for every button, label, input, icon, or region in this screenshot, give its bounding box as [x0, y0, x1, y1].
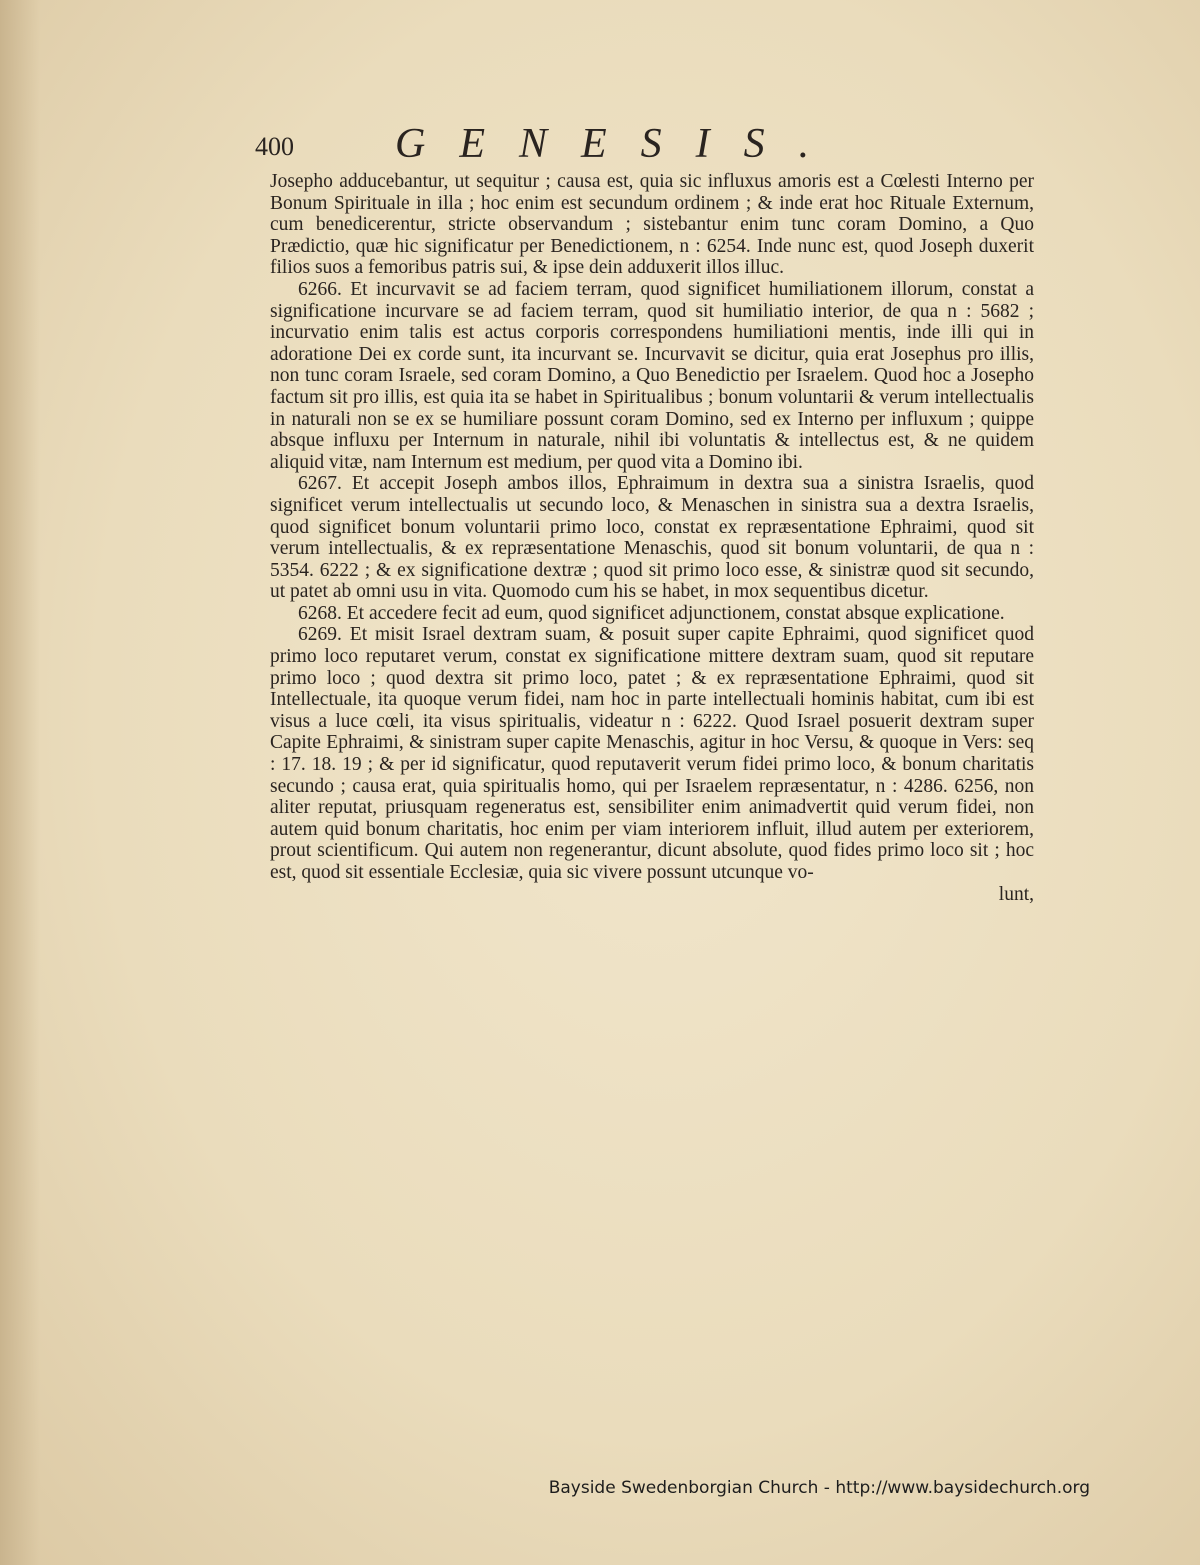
paragraph-6266: 6266. Et incurvavit se ad faciem terram, quod significet humiliationem illorum, constat a significatione incurvare se ad faciem terram, quod sit humiliatio interior, de qua n : 5682 ; incurvatio enim talis est actus corporis correspondens humiliationi mentis, inde illi qui in adoratione Dei ex corde sunt, ita incurvant se. Incurvavit se dicitur, quia erat Josephus pro illis, non tunc coram Israele, sed coram Domino, a Quo Benedictio per Israelem. Quod hoc a Josepho factum sit pro illis, est quia ita se habet in Spiritualibus ; bonum voluntarii & verum intellectualis in naturali non se ex se humiliare possunt coram Domino, sed ex Interno per influxum ; quippe absque influxu per Internum in naturale, nihil ibi voluntatis & intellectus est, & ne quidem aliquid vitæ, nam Internum est medium, per quod vita a Domino ibi.	[270, 278, 1034, 473]
running-head: GENESIS.	[395, 121, 844, 167]
page-header	[255, 120, 1035, 172]
footer-credit: Bayside Swedenborgian Church - http://www.baysidechurch.org	[548, 1478, 1090, 1498]
body-text	[270, 171, 1034, 905]
catchword: lunt,	[998, 883, 1034, 905]
paragraph-6267: 6267. Et accepit Joseph ambos illos, Ephraimum in dextra sua a sinistra Israelis, quod significet verum intellectualis ut secundo loco, & Menaschen in sinistra sua a dextra Israelis, quod significet bonum voluntarii primo loco, constat ex repræsentatione Ephraimi, quod sit verum intellectualis, & ex repræsentatione Menaschis, quod sit bonum voluntarii, de qua n : 5354. 6222 ; & ex significatione dextræ ; quod sit primo loco esse, & sinistræ quod sit secundo, ut patet ab omni usu in vita. Quomodo cum his se habet, in mox sequentibus dicetur.	[270, 473, 1034, 603]
gutter-shadow	[0, 0, 40, 1565]
paragraph-6268: 6268. Et accedere fecit ad eum, quod significet adjunctionem, constat absque explicatione.	[298, 602, 1005, 624]
paragraph-6269: 6269. Et misit Israel dextram suam, & posuit super capite Ephraimi, quod significet quod primo loco reputaret verum, constat ex significatione mittere dextram suam, quod sit reputare primo loco ; quod dextra sit primo loco, patet ; & ex repræsentatione Ephraimi, quod sit Intellectuale, ita quoque verum fidei, nam hoc in parte intellectuali hominis habitat, cum ibi est visus a luce cœli, ita visus spiritualis, videatur n : 6222. Quod Israel posuerit dextram super Capite Ephraimi, & sinistram super capite Menaschis, agitur in hoc Versu, & quoque in Vers: seq : 17. 18. 19 ; & per id significatur, quod reputaverit verum fidei primo loco, & bonum charitatis secundo ; causa erat, quia spiritualis homo, qui per Israelem repræsentatur, n : 4286. 6256, non aliter reputat, priusquam regeneratus est, sensibiliter enim animadvertit quid verum fidei, non autem quid bonum charitatis, hoc enim per viam interiorem influit, illud autem per exteriorem, prout scientificum. Qui autem non regenerantur, dicunt absolute, quod fides primo loco sit ; hoc est, quod sit essentiale Ecclesiæ, quia sic vivere possunt utcunque vo-	[270, 624, 1034, 883]
paragraph-continuation: Josepho adducebantur, ut sequitur ; causa est, quia sic influxus amoris est a Cœlesti Interno per Bonum Spirituale in illa ; hoc enim est secundum ordinem ; & inde erat hoc Rituale Externum, cum benedicerentur, stricte observandum ; sistebantur enim tunc coram Domino, a Quo Prædictio, quæ hic significatur per Benedictionem, n : 6254. Inde nunc est, quod Joseph duxerit filios suos a femoribus patris sui, & ipse dein adduxerit illos illuc.	[270, 171, 1034, 279]
page-number: 400	[255, 132, 294, 161]
